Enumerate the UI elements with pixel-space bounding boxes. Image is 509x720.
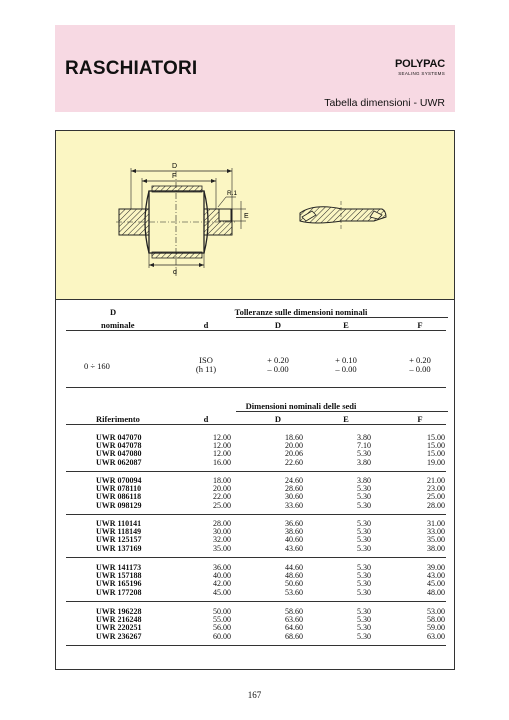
table-row: [56, 544, 454, 553]
dim-value: 58.60: [285, 607, 303, 616]
dim-value: 60.00: [213, 631, 231, 641]
dim-value: 45.00: [213, 587, 231, 597]
dim-value: 15.00: [427, 441, 445, 451]
dim-value: 5.30: [357, 492, 371, 502]
tolerance-range: 0 ÷ 160: [84, 361, 110, 371]
ref-code: UWR 047070: [96, 433, 142, 442]
dim-value: 35.00: [427, 535, 445, 545]
dim-value: 58.00: [427, 615, 445, 625]
ref-code: UWR 236267: [96, 631, 142, 641]
tol-D-line1: + 0.20: [267, 355, 289, 365]
dim-value: 19.00: [427, 457, 445, 467]
dim-value: 20.06: [285, 449, 303, 459]
col-d-header: d: [203, 320, 209, 330]
dim-value: 53.00: [427, 607, 445, 616]
dim-value: 39.00: [427, 563, 445, 572]
col-ref-header: Riferimento: [96, 414, 140, 424]
dims-colheads: [56, 414, 454, 424]
dim-value: 33.60: [285, 500, 303, 510]
dim-value: 63.60: [285, 615, 303, 625]
ref-code: UWR 165196: [96, 579, 142, 589]
dim-value: 36.00: [213, 563, 231, 572]
dim-value: 68.60: [285, 631, 303, 641]
dim-value: 5.30: [357, 519, 371, 528]
dim-value: 38.00: [427, 543, 445, 553]
dim-value: 30.60: [285, 492, 303, 502]
page-title: RASCHIATORI: [65, 58, 198, 79]
label-F: F: [172, 173, 177, 180]
dim-value: 50.00: [213, 607, 231, 616]
group-divider: [66, 601, 446, 602]
dim-value: 42.00: [213, 579, 231, 589]
dim-value: 23.00: [427, 484, 445, 494]
ref-code: UWR 216248: [96, 615, 142, 625]
ref-code: UWR 125157: [96, 535, 142, 545]
dim-value: 63.00: [427, 631, 445, 641]
dim-value: 5.30: [357, 623, 371, 633]
divider: [66, 387, 446, 388]
col-D-header: D: [110, 307, 117, 317]
dim-value: 15.00: [427, 449, 445, 459]
dim-value: 5.30: [357, 631, 371, 641]
tolerance-header: [56, 307, 454, 317]
dim-value: 30.00: [213, 527, 231, 537]
dims-col-D: D: [274, 414, 282, 424]
dim-value: 5.30: [357, 607, 371, 616]
tolerance-colheads: [56, 320, 454, 330]
dim-value: 16.00: [213, 457, 231, 467]
dim-value: 3.80: [357, 457, 371, 467]
dim-value: 38.60: [285, 527, 303, 537]
tol-d-line2: (h 11): [195, 364, 217, 374]
dim-value: 20.00: [213, 484, 231, 494]
dim-value: 25.00: [213, 500, 231, 510]
dim-value: 28.00: [427, 500, 445, 510]
label-D: D: [172, 163, 178, 170]
group-divider: [66, 557, 446, 558]
dims-col-d: d: [203, 414, 209, 424]
page-subtitle: Tabella dimensioni - UWR: [324, 97, 445, 109]
dim-value: 53.60: [285, 587, 303, 597]
ref-code: UWR 098129: [96, 500, 142, 510]
dim-value: 35.00: [213, 543, 231, 553]
table-row: [56, 458, 454, 467]
dim-value: 5.30: [357, 587, 371, 597]
dim-value: 28.60: [285, 484, 303, 494]
dim-value: 18.00: [213, 476, 231, 485]
ref-code: UWR 086118: [96, 492, 142, 502]
dim-value: 24.60: [285, 476, 303, 485]
ref-code: UWR 196228: [96, 607, 142, 616]
table-row: [56, 632, 454, 641]
tolerance-title: Tolleranze sulle dimensioni nominali: [234, 307, 368, 317]
ref-code: UWR 137169: [96, 543, 142, 553]
ref-code: UWR 078110: [96, 484, 142, 494]
dim-value: 5.30: [357, 579, 371, 589]
table-row: [56, 588, 454, 597]
dim-value: 64.60: [285, 623, 303, 633]
dim-value: 40.00: [213, 571, 231, 581]
dim-value: 21.00: [427, 476, 445, 485]
dim-value: 43.00: [427, 571, 445, 581]
dim-value: 55.00: [213, 615, 231, 625]
dim-value: 5.30: [357, 500, 371, 510]
table-bottom-divider: [66, 645, 446, 646]
page-header: [55, 25, 455, 112]
dim-value: 22.60: [285, 457, 303, 467]
dim-value: 5.30: [357, 535, 371, 545]
dim-value: 3.80: [357, 433, 371, 442]
tol-F-line1: + 0.20: [409, 355, 431, 365]
technical-drawing: [56, 131, 454, 300]
dims-col-F: F: [417, 414, 423, 424]
dim-value: 59.00: [427, 623, 445, 633]
dim-value: 36.60: [285, 519, 303, 528]
group-divider: [66, 471, 446, 472]
label-R: R.1: [227, 190, 238, 197]
ref-code: UWR 062087: [96, 457, 142, 467]
dim-value: 5.30: [357, 571, 371, 581]
ref-code: UWR 110141: [96, 519, 142, 528]
label-E: E: [244, 213, 249, 220]
tol-F-line2: – 0.00: [409, 364, 431, 374]
dim-value: 43.60: [285, 543, 303, 553]
dim-value: 5.30: [357, 484, 371, 494]
content-frame: [55, 130, 455, 670]
dim-value: 31.00: [427, 519, 445, 528]
wiper-profile-icon: [300, 201, 386, 229]
brand-name: POLYPAC: [395, 58, 445, 70]
tol-D-line2: – 0.00: [267, 364, 289, 374]
col-D2-header: D: [274, 320, 282, 330]
dim-value: 22.00: [213, 492, 231, 502]
ref-code: UWR 220251: [96, 623, 142, 633]
dim-value: 5.30: [357, 563, 371, 572]
table-row: [56, 501, 454, 510]
dim-value: 12.00: [213, 441, 231, 451]
divider: [236, 317, 448, 318]
ref-code: UWR 141173: [96, 563, 142, 572]
dims-title: Dimensioni nominali delle sedi: [245, 401, 357, 411]
dim-value: 15.00: [427, 433, 445, 442]
dim-value: 44.60: [285, 563, 303, 572]
dim-value: 50.60: [285, 579, 303, 589]
dim-value: 48.00: [427, 587, 445, 597]
tol-d-line1: ISO: [199, 355, 213, 365]
col-F-header: F: [417, 320, 423, 330]
page-number: 167: [247, 690, 262, 700]
dim-value: 28.00: [213, 519, 231, 528]
seal-drawing: [56, 131, 454, 299]
ref-code: UWR 047078: [96, 441, 142, 451]
dim-value: 20.00: [285, 441, 303, 451]
ref-code: UWR 177208: [96, 587, 142, 597]
dim-value: 48.60: [285, 571, 303, 581]
dim-value: 18.60: [285, 433, 303, 442]
dims-header: [56, 401, 454, 411]
brand-tagline: SEALING SYSTEMS: [398, 71, 445, 76]
dim-value: 45.00: [427, 579, 445, 589]
ref-code: UWR 157188: [96, 571, 142, 581]
divider: [66, 330, 446, 331]
dim-value: 25.00: [427, 492, 445, 502]
dim-value: 7.10: [357, 441, 371, 451]
dim-value: 12.00: [213, 433, 231, 442]
dim-value: 3.80: [357, 476, 371, 485]
col-E-header: E: [343, 320, 349, 330]
tol-E-line2: – 0.00: [335, 364, 357, 374]
dim-value: 33.00: [427, 527, 445, 537]
dim-value: 5.30: [357, 527, 371, 537]
ref-code: UWR 047080: [96, 449, 142, 459]
ref-code: UWR 118149: [96, 527, 142, 537]
dim-value: 5.30: [357, 543, 371, 553]
divider: [236, 411, 448, 412]
dim-value: 40.60: [285, 535, 303, 545]
tolerance-values: [56, 356, 454, 376]
divider: [66, 424, 446, 425]
dim-value: 32.00: [213, 535, 231, 545]
brand-logo: [395, 58, 445, 76]
dims-col-E: E: [343, 414, 349, 424]
dim-value: 56.00: [213, 623, 231, 633]
tol-E-line1: + 0.10: [335, 355, 357, 365]
dim-value: 5.30: [357, 615, 371, 625]
col-nominale-header: nominale: [101, 320, 135, 330]
dim-value: 12.00: [213, 449, 231, 459]
group-divider: [66, 514, 446, 515]
ref-code: UWR 070094: [96, 476, 142, 485]
label-d: d: [173, 269, 177, 276]
dim-value: 5.30: [357, 449, 371, 459]
